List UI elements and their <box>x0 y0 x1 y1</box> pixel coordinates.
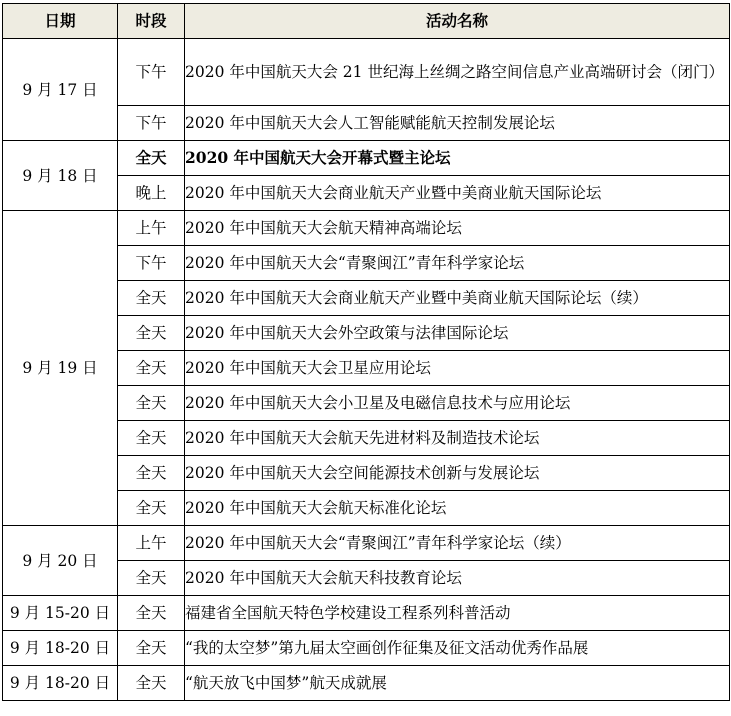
schedule-body <box>3 39 730 701</box>
activity-name-cell: 2020 年中国航天大会外空政策与法律国际论坛 <box>185 316 730 351</box>
activity-name-cell: 2020 年中国航天大会“青聚闽江”青年科学家论坛（续） <box>185 526 730 561</box>
slot-cell: 全天 <box>118 456 185 491</box>
activity-name-cell: “航天放飞中国梦”航天成就展 <box>185 666 730 701</box>
slot-cell: 全天 <box>118 666 185 701</box>
date-cell: 9 月 15-20 日 <box>3 596 118 631</box>
header-row <box>3 4 730 39</box>
slot-cell: 全天 <box>118 386 185 421</box>
activity-name-cell: 2020 年中国航天大会 21 世纪海上丝绸之路空间信息产业高端研讨会（闭门） <box>185 39 730 106</box>
activity-name-cell: 福建省全国航天特色学校建设工程系列科普活动 <box>185 596 730 631</box>
activity-name-cell: 2020 年中国航天大会航天科技教育论坛 <box>185 561 730 596</box>
slot-cell: 全天 <box>118 316 185 351</box>
date-cell: 9 月 20 日 <box>3 526 118 596</box>
slot-cell: 下午 <box>118 246 185 281</box>
activity-name-cell: 2020 年中国航天大会航天先进材料及制造技术论坛 <box>185 421 730 456</box>
header-name: 活动名称 <box>185 4 730 39</box>
schedule-table <box>2 3 730 701</box>
date-cell: 9 月 18-20 日 <box>3 666 118 701</box>
slot-cell: 全天 <box>118 351 185 386</box>
slot-cell: 全天 <box>118 491 185 526</box>
table-row <box>3 666 730 701</box>
activity-name-cell: 2020 年中国航天大会空间能源技术创新与发展论坛 <box>185 456 730 491</box>
table-row <box>3 39 730 106</box>
slot-cell: 下午 <box>118 39 185 106</box>
date-cell: 9 月 17 日 <box>3 39 118 141</box>
table-row <box>3 631 730 666</box>
slot-cell: 上午 <box>118 526 185 561</box>
table-row <box>3 596 730 631</box>
table-row <box>3 141 730 176</box>
slot-cell: 全天 <box>118 421 185 456</box>
activity-name-cell: 2020 年中国航天大会航天精神高端论坛 <box>185 211 730 246</box>
slot-cell: 晚上 <box>118 176 185 211</box>
header-slot: 时段 <box>118 4 185 39</box>
slot-cell: 全天 <box>118 631 185 666</box>
activity-name-cell: 2020 年中国航天大会航天标准化论坛 <box>185 491 730 526</box>
activity-name-cell: 2020 年中国航天大会卫星应用论坛 <box>185 351 730 386</box>
slot-cell: 全天 <box>118 561 185 596</box>
activity-name-cell: 2020 年中国航天大会“青聚闽江”青年科学家论坛 <box>185 246 730 281</box>
activity-name-cell: 2020 年中国航天大会小卫星及电磁信息技术与应用论坛 <box>185 386 730 421</box>
date-cell: 9 月 19 日 <box>3 211 118 526</box>
table-row <box>3 526 730 561</box>
slot-cell: 全天 <box>118 281 185 316</box>
date-cell: 9 月 18 日 <box>3 141 118 211</box>
slot-cell: 全天 <box>118 141 185 176</box>
header-date: 日期 <box>3 4 118 39</box>
activity-name-cell: 2020 年中国航天大会开幕式暨主论坛 <box>185 141 730 176</box>
activity-name-cell: “我的太空梦”第九届太空画创作征集及征文活动优秀作品展 <box>185 631 730 666</box>
table-row <box>3 211 730 246</box>
slot-cell: 全天 <box>118 596 185 631</box>
activity-name-cell: 2020 年中国航天大会人工智能赋能航天控制发展论坛 <box>185 106 730 141</box>
slot-cell: 上午 <box>118 211 185 246</box>
date-cell: 9 月 18-20 日 <box>3 631 118 666</box>
slot-cell: 下午 <box>118 106 185 141</box>
activity-name-cell: 2020 年中国航天大会商业航天产业暨中美商业航天国际论坛（续） <box>185 281 730 316</box>
activity-name-cell: 2020 年中国航天大会商业航天产业暨中美商业航天国际论坛 <box>185 176 730 211</box>
